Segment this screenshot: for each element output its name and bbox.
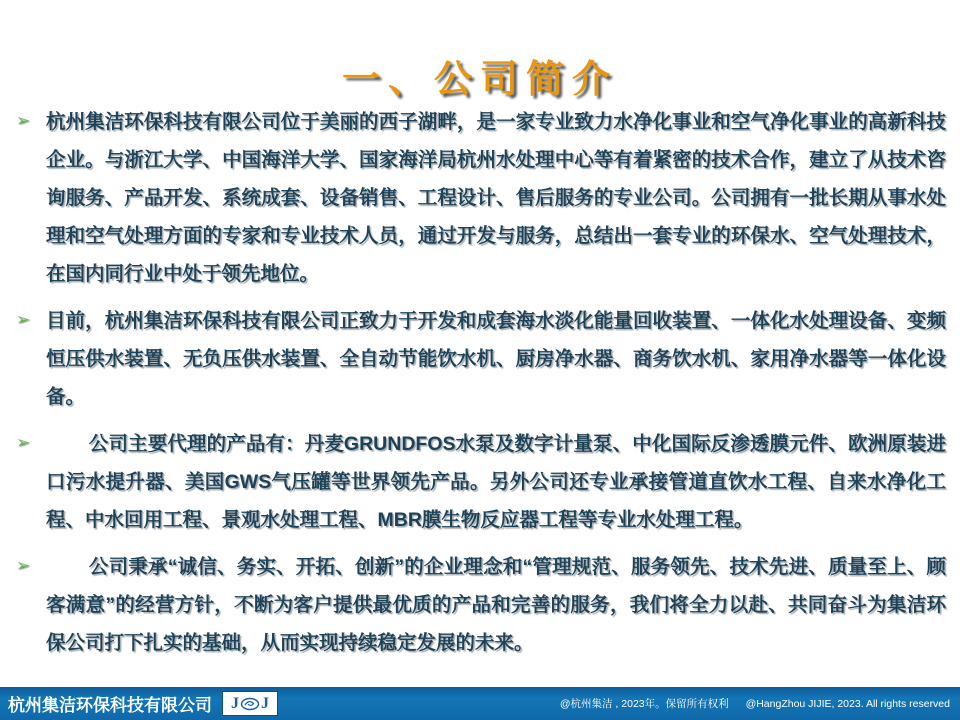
bullet-arrow-icon: ➢ (16, 111, 31, 130)
paragraph-text: 公司主要代理的产品有：丹麦GRUNDFOS水泵及数字计量泵、中化国际反渗透膜元件、欧洲原装进口污水提升器、美国GWS气压罐等世界领先产品。另外公司还专业承接管道直饮水工程、自来水净化工程、中水回用工程、景观水处理工程、MBR膜生物反应器工程等专业水处理工程。 (46, 433, 946, 531)
footer-copyright (560, 696, 960, 711)
bullet-arrow-icon: ➢ (16, 310, 31, 329)
copyright-english: @HangZhou JIJIE, 2023. All rights reserved (745, 698, 950, 710)
slide-title: 一、公司简介 (341, 59, 618, 101)
paragraph-text: 公司秉承“诚信、务实、开拓、创新”的企业理念和“管理规范、服务领先、技术先进、质量至上、顾客满意”的经营方针，不断为客户提供最优质的产品和完善的服务，我们将全力以赴、共同奋斗为集洁环保公司打下扎实的基础，从而实现持续稳定发展的未来。 (46, 556, 946, 654)
company-logo (222, 691, 278, 716)
logo-letter-right: J (261, 694, 269, 712)
bullet-paragraph (16, 103, 946, 293)
copyright-chinese: @杭州集洁 , 2023年。保留所有权利 (559, 698, 729, 710)
bullet-arrow-icon: ➢ (16, 556, 31, 575)
bullet-paragraph (16, 425, 946, 539)
bullet-paragraph (16, 302, 946, 416)
logo-letter-left: J (231, 694, 239, 712)
bullet-paragraph (16, 548, 946, 662)
paragraph-text: 杭州集洁环保科技有限公司位于美丽的西子湖畔，是一家专业致力水净化事业和空气净化事业的高新科技企业。与浙江大学、中国海洋大学、国家海洋局杭州水处理中心等有着紧密的技术合作，建立了从技术咨询服务、产品开发、系统成套、设备销售、工程设计、售后服务的专业公司。公司拥有一批长期从事水处理和空气处理方面的专家和专业技术人员，通过开发与服务，总结出一套专业的环保水、空气处理技术，在国内同行业中处于领先地位。 (46, 111, 946, 285)
paragraph-text: 目前，杭州集洁环保科技有限公司正致力于开发和成套海水淡化能量回收装置、一体化水处理设备、变频恒压供水装置、无负压供水装置、全自动节能饮水机、厨房净水器、商务饮水机、家用净水器等一体化设备。 (46, 310, 946, 408)
bullet-arrow-icon: ➢ (16, 433, 31, 452)
footer-company-name: 杭州集洁环保科技有限公司 (8, 696, 212, 715)
footer-bar (0, 687, 960, 720)
logo-swirl-icon (240, 697, 260, 711)
slide-body (16, 103, 946, 671)
